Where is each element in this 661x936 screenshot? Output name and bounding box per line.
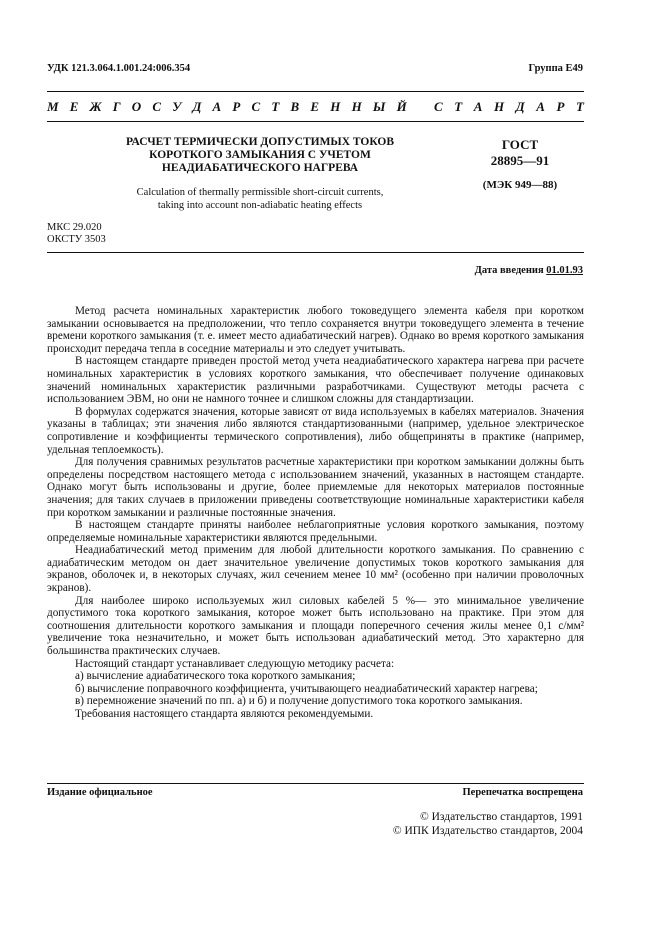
effective-date-label: Дата введения (474, 265, 544, 276)
list-item: б) вычисление поправочного коэффициента, учитывающего неадиабатический характер нагрева; (75, 682, 538, 695)
heading-letter: С (434, 99, 443, 114)
heading-letter: Г (112, 99, 121, 114)
heading-letter: В (290, 99, 300, 114)
copyright-block (393, 810, 583, 838)
edition-label: Издание официальное (47, 787, 153, 798)
heading-letter: Т (575, 99, 584, 114)
paragraph: Настоящий стандарт устанавливает следующую методику расчета: (75, 657, 395, 670)
heading-letter: Н (351, 99, 362, 114)
heading-letter: А (536, 99, 545, 114)
list-item: а) вычисление адиабатического тока короткого замыкания; (75, 670, 356, 683)
gost-designation (460, 137, 580, 191)
english-title-line: taking into account non-adiabatic heating effects (157, 200, 363, 211)
interstate-word (47, 99, 407, 115)
paragraph: В формулах содержатся значения, которые зависят от вида используемых в кабелях материалов. Значения указаны в таблицах; эти значения либо являются стандартизованными (например, удельное электрическое сопротивление и коэффициенты термического сопротивления), либо общеприняты в практике (например, удельная теплоемкость). (47, 405, 584, 456)
divider-heading (47, 121, 584, 122)
paragraph: Для наиболее широко используемых жил силовых кабелей 5 %— это минимальное увеличение допустимого тока короткого замыкания, которое может быть использовано на практике. При этом для соотношения длительности короткого замыкания и площади поперечного сечения жилы менее 0,1 с/мм² увеличение тока незначительно, и может быть использован адиабатический метод. Это характерно для большинства практических случаев. (47, 594, 584, 658)
title-line: КОРОТКОГО ЗАМЫКАНИЯ С УЧЕТОМ (149, 149, 371, 161)
heading-letter: Д (192, 99, 202, 114)
heading-letter: Р (556, 99, 565, 114)
okstu-code: ОКСТУ 3503 (47, 234, 106, 245)
heading-letter: Ы (372, 99, 386, 114)
heading-letter: С (251, 99, 261, 114)
mks-code: МКС 29.020 (47, 222, 102, 233)
heading-letter: Ж (89, 99, 102, 114)
heading-letter: Е (69, 99, 79, 114)
english-title-line: Calculation of thermally permissible short-circuit currents, (136, 187, 384, 198)
heading-letter: У (172, 99, 182, 114)
udk-code: УДК 121.3.064.1.001.24:006.354 (47, 63, 191, 74)
paragraph: В настоящем стандарте приведен простой метод учета неадиабатического характера нагрева при расчете номинальных характеристик в условиях короткого замыкания, что обеспечивает получение одинаковых значений номинальных характеристик различными разработчиками. Существуют методы расчета с использованием ЭВМ, но они не намного точнее и слишком сложны для стандартизации. (47, 355, 584, 406)
heading-letter: Т (271, 99, 280, 114)
divider-date (47, 252, 584, 253)
title-line: НЕАДИАБАТИЧЕСКОГО НАГРЕВА (161, 162, 359, 174)
group-code: Группа Е49 (528, 63, 583, 74)
heading-letter: Й (396, 99, 407, 114)
heading-letter: Д (515, 99, 525, 114)
reprint-notice: Перепечатка воспрещена (462, 787, 583, 798)
classification-codes (47, 222, 106, 246)
divider-top (47, 91, 584, 92)
body-text (47, 305, 584, 721)
effective-date-value: 01.01.93 (546, 265, 583, 276)
heading-letter: Т (454, 99, 463, 114)
copyright-line: © ИПК Издательство стандартов, 2004 (392, 825, 583, 837)
paragraph: Для получения сравнимых результатов расчетные характеристики при коротком замыкании должны быть определены посредством настоящего метода с использованием значений, указанных в настоящем стандарте. Однако могут быть использованы и другие, более приемлемые для некоторых материалов постоянные значения; для таких случаев в приложении приведены соответствующие номинальные характеристики кабеля при коротком замыкании и различные постоянные значения. (47, 456, 584, 519)
english-title (80, 186, 440, 212)
interstate-standard-heading (47, 99, 584, 115)
paragraph: Неадиабатический метод применим для любой длительности короткого замыкания. По сравнению с адиабатическим методом он дает значительное увеличение допустимых токов короткого замыкания для экранов, оболочек и, в некоторых случаях, жил сечением менее 10 мм² (особенно при наличии проволочных экранов). (47, 544, 584, 595)
heading-letter: О (131, 99, 142, 114)
heading-letter: С (152, 99, 162, 114)
heading-letter: Н (494, 99, 505, 114)
divider-footer (47, 783, 584, 784)
title-line: РАСЧЕТ ТЕРМИЧЕСКИ ДОПУСТИМЫХ ТОКОВ (125, 136, 395, 148)
iec-reference: (МЭК 949—88) (482, 179, 558, 191)
gost-number: 28895—91 (490, 153, 550, 168)
standard-word (434, 99, 584, 115)
effective-date (475, 265, 583, 276)
document-title (80, 136, 440, 175)
paragraph: В настоящем стандарте приняты наиболее неблагоприятные условия короткого замыкания, поэтому определяемые номинальные характеристики являются предельными. (47, 519, 584, 544)
paragraph: Требования настоящего стандарта являются рекомендуемыми. (75, 708, 374, 720)
copyright-line: © Издательство стандартов, 1991 (419, 811, 583, 823)
heading-letter: Н (330, 99, 341, 114)
heading-letter: А (212, 99, 222, 114)
heading-letter: Е (310, 99, 320, 114)
paragraph: Метод расчета номинальных характеристик любого токоведущего элемента кабеля при коротком замыкании основывается на предположении, что тепло сохраняется внутри токоведущего элемента в течение времени короткого замыкания (т. е. имеет место адиабатический нагрев). Однако во время короткого замыкания происходит передача тепла в соседние материалы и это следует учитывать. (47, 305, 584, 355)
gost-label: ГОСТ (501, 137, 539, 152)
heading-letter: М (47, 99, 59, 114)
heading-letter: А (473, 99, 483, 114)
list-item: в) перемножение значений по пп. а) и б) и получение допустимого тока короткого замыкания. (75, 695, 523, 708)
heading-letter: Р (232, 99, 241, 114)
